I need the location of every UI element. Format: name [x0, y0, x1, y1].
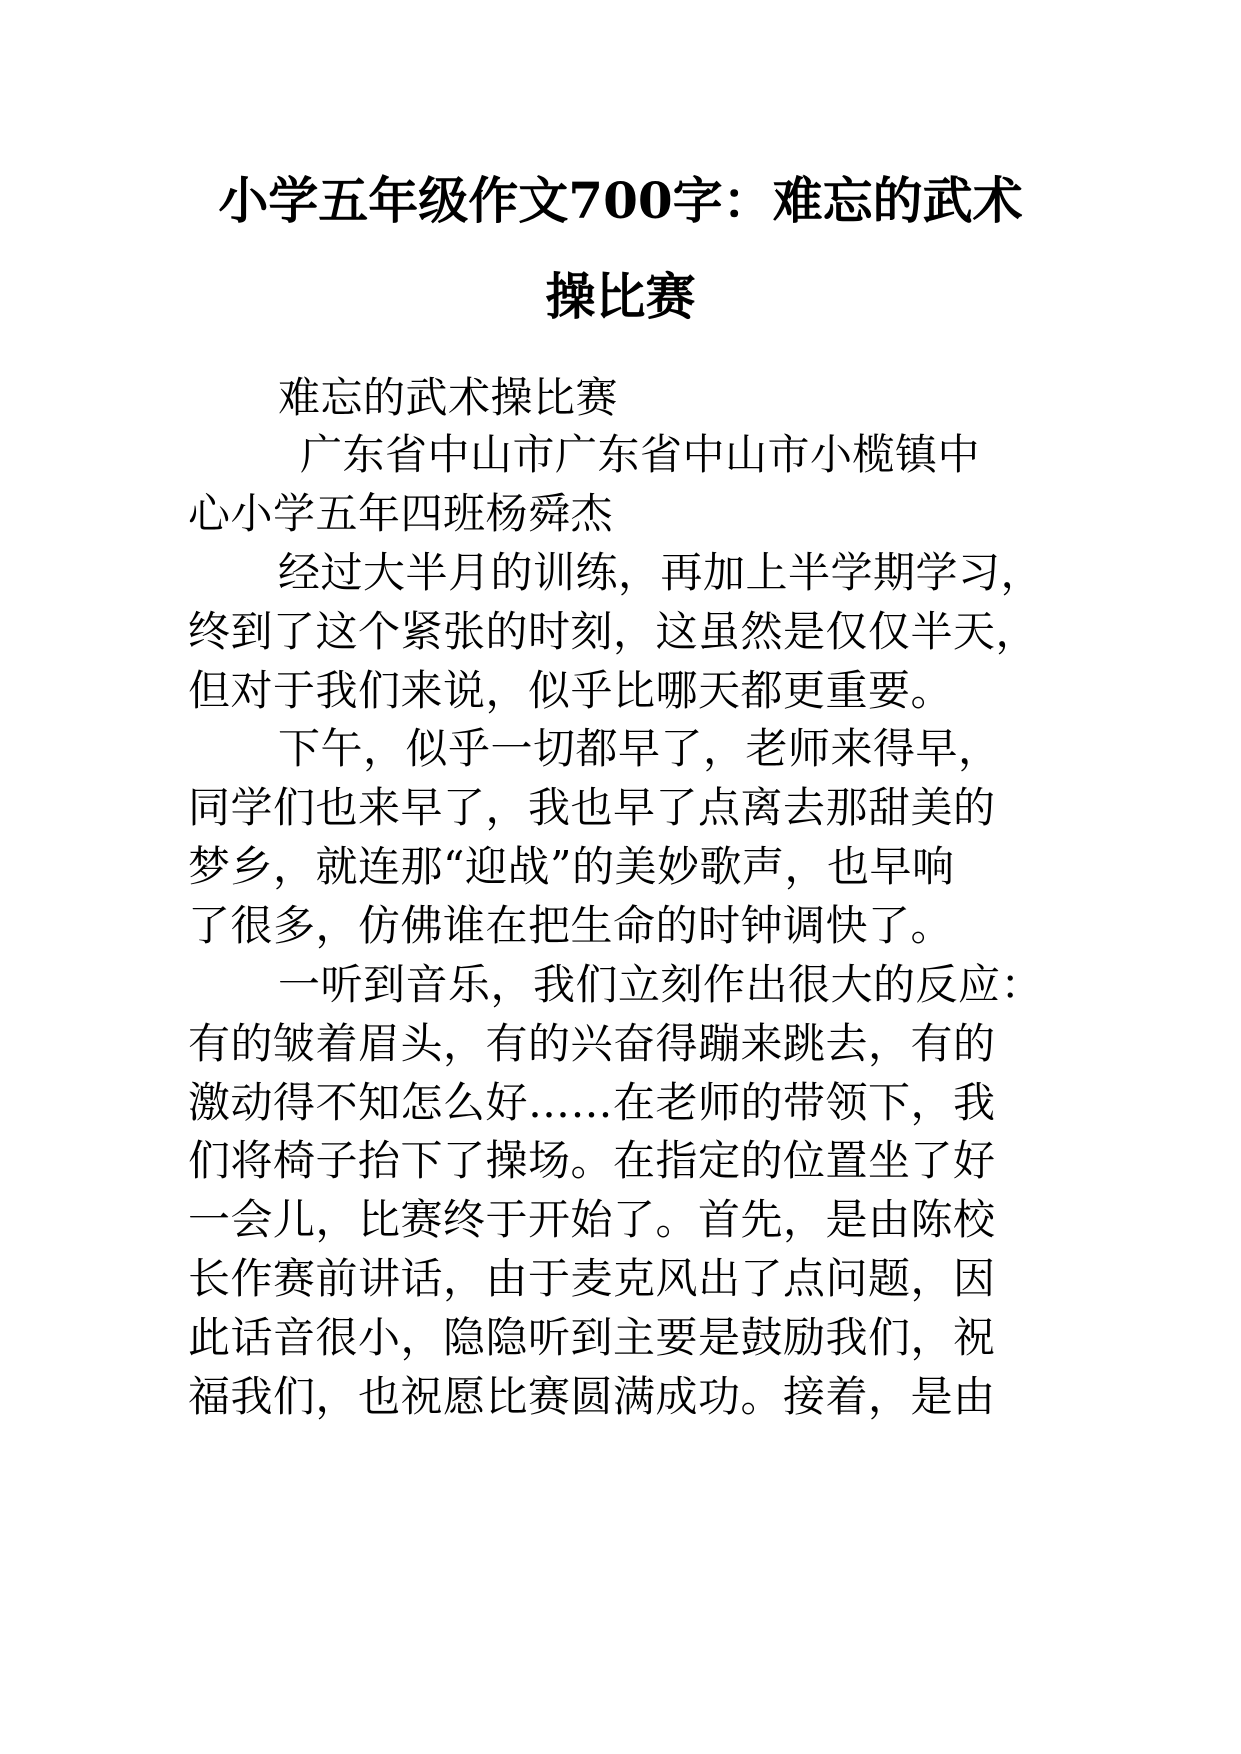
paragraph-line: 但对于我们来说，似乎比哪天都更重要。 [188, 666, 954, 715]
paragraph-line: 经过大半月的训练，再加上半学期学习， [278, 548, 1044, 597]
paragraph-line: 了很多，仿佛谁在把生命的时钟调快了。 [188, 901, 954, 950]
document-title-line-1: 小学五年级作文700字：难忘的武术 [218, 171, 1023, 230]
paragraph-line: 此话音很小，隐隐听到主要是鼓励我们，祝 [188, 1313, 996, 1362]
paragraph-line: 下午，似乎一切都早了，老师来得早， [278, 724, 1001, 773]
paragraph-line: 有的皱着眉头，有的兴奋得蹦来跳去，有的 [188, 1019, 996, 1068]
paragraph-line: 福我们，也祝愿比赛圆满成功。接着，是由 [188, 1372, 996, 1421]
paragraph-line: 同学们也来早了，我也早了点离去那甜美的 [188, 783, 996, 832]
author-line-2: 心小学五年四班杨舜杰 [188, 489, 614, 538]
paragraph-line: 们将椅子抬下了操场。在指定的位置坐了好 [188, 1136, 996, 1185]
essay-heading: 难忘的武术操比赛 [278, 373, 619, 422]
paragraph-line: 激动得不知怎么好……在老师的带领下，我 [188, 1078, 996, 1127]
author-line-1: 广东省中山市广东省中山市小榄镇中 [300, 430, 981, 479]
paragraph-line: 一听到音乐，我们立刻作出很大的反应： [278, 960, 1044, 1009]
paragraph-line: 长作赛前讲话，由于麦克风出了点问题，因 [188, 1254, 996, 1303]
document-title-line-2: 操比赛 [545, 267, 696, 326]
paragraph-line: 梦乡，就连那“迎战”的美妙歌声，也早响 [188, 842, 955, 891]
paragraph-line: 终到了这个紧张的时刻，这虽然是仅仅半天， [188, 607, 1039, 656]
paragraph-line: 一会儿，比赛终于开始了。首先，是由陈校 [188, 1195, 996, 1244]
